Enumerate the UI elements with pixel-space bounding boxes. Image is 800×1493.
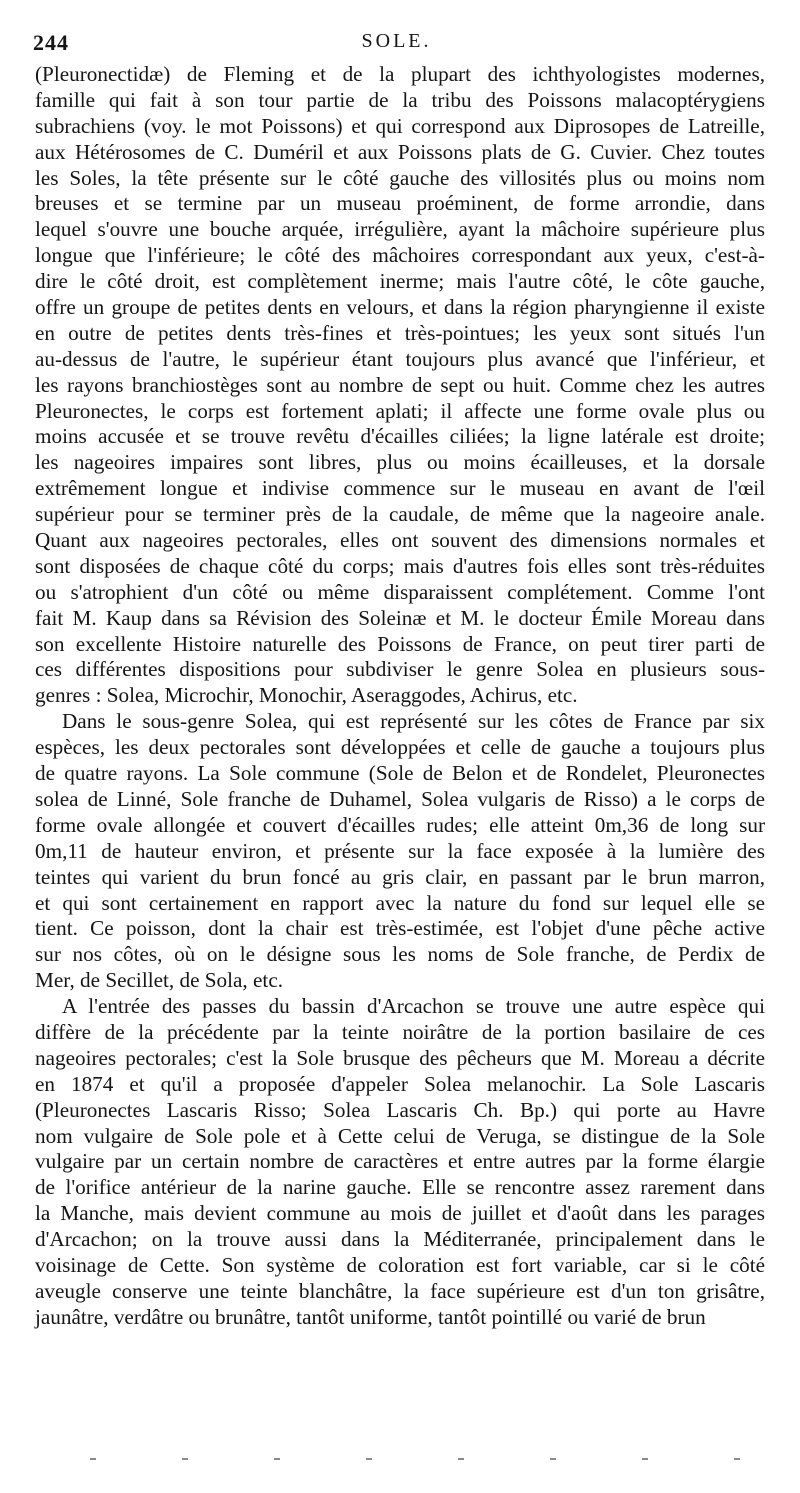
text-line: aux Hétérosomes de C. Duméril et aux Poissons plats de G. Cuvier. Chez toutes [35, 139, 765, 164]
text-line: offre un groupe de petites dents en velours, et dans la région pharyngienne il existe [35, 295, 765, 320]
text-line: diffère de la précédente par la teinte noirâtre de la portion basilaire de ces [35, 1019, 765, 1044]
text-line: A l'entrée des passes du bassin d'Arcachon se trouve une autre espèce qui [62, 994, 765, 1019]
text-line: genres : Solea, Microchir, Monochir, Aseraggodes, Achirus, etc. [35, 683, 578, 708]
text-line: moins accusée et se trouve revêtu d'écailles ciliées; la ligne latérale est droite; [35, 424, 765, 449]
text-line: extrêmement longue et indivise commence sur le museau en avant de l'œil [35, 476, 765, 501]
text-line: d'Arcachon; on la trouve aussi dans la Méditerranée, principalement dans le [35, 1227, 765, 1252]
text-line: Pleuronectes, le corps est fortement aplati; il affecte une forme ovale plus ou [35, 398, 765, 423]
edge-mark [550, 1458, 556, 1460]
paragraph [35, 994, 765, 1331]
text-line: nageoires pectorales; c'est la Sole brusque des pêcheurs que M. Moreau a décrite [35, 1045, 765, 1070]
edge-mark [734, 1458, 740, 1460]
text-line: les Soles, la tête présente sur le côté gauche des villosités plus ou moins nom [35, 165, 765, 190]
text-line: et qui sont certainement en rapport avec la nature du fond sur lequel elle se [35, 890, 765, 915]
text-line: jaunâtre, verdâtre ou brunâtre, tantôt uniforme, tantôt pointillé ou varié de brun [35, 1304, 706, 1329]
text-line: sont disposées de chaque côté du corps; mais d'autres fois elles sont très-réduites [35, 553, 765, 578]
text-line: espèces, les deux pectorales sont développées et celle de gauche a toujours plus [35, 735, 765, 760]
edge-mark [274, 1458, 280, 1460]
text-line: au-dessus de l'autre, le supérieur étant toujours plus avancé que l'inférieur, et [35, 346, 765, 371]
edge-mark [458, 1458, 464, 1460]
text-line: forme ovale allongée et couvert d'écailles rudes; elle atteint 0m,36 de long sur [35, 812, 765, 837]
text-line: 0m,11 de hauteur environ, et présente sur la face exposée à la lumière des [35, 838, 765, 863]
text-line: de l'orifice antérieur de la narine gauche. Elle se rencontre assez rarement dans [35, 1175, 765, 1200]
text-line: voisinage de Cette. Son système de coloration est fort variable, car si le côté [35, 1252, 765, 1277]
page-edge-marks [90, 1458, 740, 1462]
text-line: aveugle conserve une teinte blanchâtre, la face supérieure est d'un ton grisâtre, [35, 1278, 765, 1303]
text-line: breuses et se termine par un museau proéminent, de forme arrondie, dans [35, 191, 765, 216]
text-line: en 1874 et qu'il a proposée d'appeler Solea melanochir. La Sole Lascaris [35, 1071, 765, 1096]
text-line: Dans le sous-genre Solea, qui est représenté sur les côtes de France par six [62, 709, 765, 734]
text-line: Quant aux nageoires pectorales, elles ont souvent des dimensions normales et [35, 528, 765, 553]
text-line: de quatre rayons. La Sole commune (Sole de Belon et de Rondelet, Pleuronectes [35, 761, 765, 786]
text-line: tient. Ce poisson, dont la chair est très-estimée, est l'objet d'une pêche active [35, 916, 765, 941]
text-line: (Pleuronectes Lascaris Risso; Solea Lascaris Ch. Bp.) qui porte au Havre [35, 1097, 765, 1122]
text-line: longue que l'inférieure; le côté des mâchoires correspondant aux yeux, c'est-à- [35, 243, 765, 268]
text-line: (Pleuronectidæ) de Fleming et de la plupart des ichthyologistes modernes, [35, 62, 765, 86]
text-line: subrachiens (voy. le mot Poissons) et qui correspond aux Diprosopes de Latreille, [35, 113, 765, 138]
text-line: ces différentes dispositions pour subdiviser le genre Solea en plusieurs sous- [35, 657, 765, 682]
text-line: fait M. Kaup dans sa Révision des Soleinæ et M. le docteur Émile Moreau dans [35, 605, 765, 630]
edge-mark [90, 1458, 96, 1460]
edge-mark [642, 1458, 648, 1460]
text-line: sur nos côtes, où on le désigne sous les noms de Sole franche, de Perdix de [35, 942, 765, 967]
paragraph [35, 62, 765, 709]
page-header [33, 28, 760, 58]
text-line: famille qui fait à son tour partie de la tribu des Poissons malacoptérygiens [35, 87, 765, 112]
text-line: son excellente Histoire naturelle des Poissons de France, on peut tirer parti de [35, 631, 765, 656]
edge-mark [182, 1458, 188, 1460]
text-line: les nageoires impaires sont libres, plus ou moins écailleuses, et la dorsale [35, 450, 765, 475]
text-line: la Manche, mais devient commune au mois de juillet et d'août dans les parages [35, 1201, 765, 1226]
text-line: nom vulgaire de Sole pole et à Cette celui de Veruga, se distingue de la Sole [35, 1123, 765, 1148]
text-line: les rayons branchiostèges sont au nombre de sept ou huit. Comme chez les autres [35, 372, 765, 397]
page-number: 244 [33, 30, 69, 55]
running-title: SOLE. [361, 30, 432, 52]
edge-mark [366, 1458, 372, 1460]
text-line: ou s'atrophient d'un côté ou même disparaissent complétement. Comme l'ont [35, 579, 765, 604]
text-line: dire le côté droit, est complètement inerme; mais l'autre côté, le côte gauche, [35, 269, 765, 294]
text-line: supérieur pour se terminer près de la caudale, de même que la nageoire anale. [35, 502, 765, 527]
text-line: en outre de petites dents très-fines et très-pointues; les yeux sont situés l'un [35, 320, 765, 345]
body-text [35, 62, 765, 1331]
text-line: lequel s'ouvre une bouche arquée, irrégulière, ayant la mâchoire supérieure plus [35, 217, 765, 242]
paragraph [35, 709, 765, 994]
text-line: solea de Linné, Sole franche de Duhamel, Solea vulgaris de Risso) a le corps de [35, 786, 765, 811]
text-line: vulgaire par un certain nombre de caractères et entre autres par la forme élargie [35, 1149, 765, 1174]
text-line: Mer, de Secillet, de Sola, etc. [35, 968, 284, 993]
text-line: teintes qui varient du brun foncé au gris clair, en passant par le brun marron, [35, 864, 765, 889]
